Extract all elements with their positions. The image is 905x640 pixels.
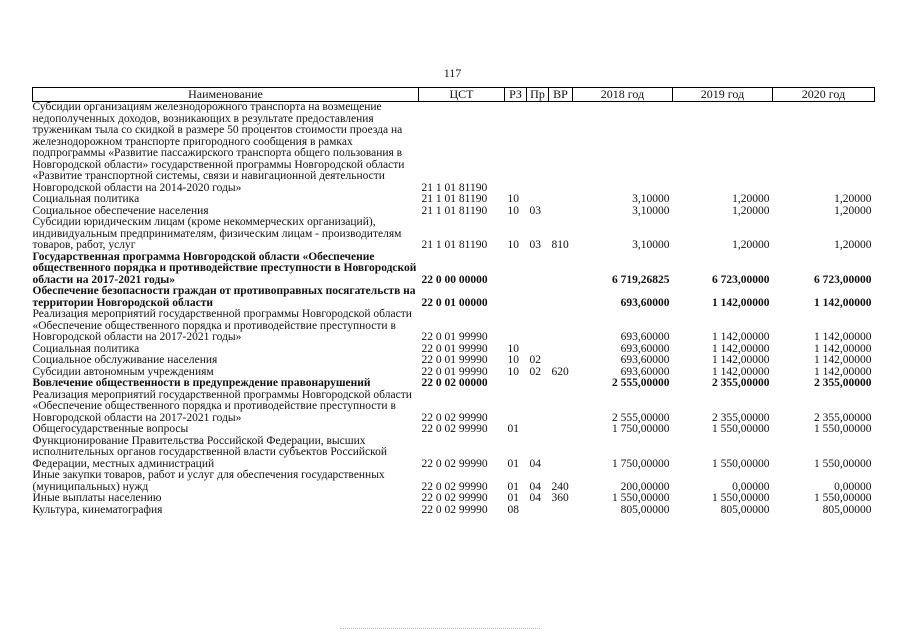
row-value-2020: 1 142,00000	[814, 331, 872, 343]
row-name: Реализация мероприятий государственной программы Новгородской области «Обеспечение общественного порядка и противодействие преступности в Новгородской области на 2017-2021 годы»	[32, 308, 412, 343]
row-name: Социальная политика	[32, 193, 140, 205]
row-value-2018: 3,10000	[632, 204, 670, 217]
table-row	[33, 505, 875, 517]
header-rz: РЗ	[505, 88, 527, 102]
row-value-2019: 1 142,00000	[712, 296, 770, 309]
row-name: Субсидии организациям железнодорожного транспорта на возмещение недополученных доходов, возникающих в результате предоставления труженикам тыла со скидкой в размере 50 процентов стоимости проезда на железнодорожном транспорте пригородного сообщения в рамках подпрограммы «Развитие пассажирского транспорта общего пользования в Новгородской области» государственной программы Новгородской области «Развитие транспортной системы, связи и навигационной деятельности Новгородской области на 2014-2020 годы»	[32, 101, 405, 194]
row-value-2018: 693,60000	[620, 342, 670, 355]
row-value-2019: 2 355,00000	[712, 377, 770, 389]
table-row	[33, 378, 875, 390]
scan-artifact-divider	[340, 628, 540, 632]
row-value-2020: 1 142,00000	[814, 342, 872, 355]
row-vr	[549, 378, 573, 390]
row-name: Государственная программа Новгородской области «Обеспечение общественного порядка и противодействие преступности в Новгородской области на 2017-2021 годы»	[32, 250, 417, 286]
row-value-2020	[773, 102, 875, 195]
row-cst: 22 0 01 99990	[421, 331, 488, 343]
row-value-2019: 1 550,00000	[712, 457, 770, 470]
row-rz: 10	[507, 204, 519, 217]
row-value-2019: 1 550,00000	[712, 423, 770, 435]
header-vr: ВР	[549, 88, 573, 102]
row-value-2019: 1,20000	[732, 193, 770, 205]
row-value-2020: 1 142,00000	[814, 365, 872, 378]
row-vr	[549, 309, 573, 344]
row-value-2018: 1 750,00000	[612, 423, 670, 435]
row-vr	[549, 286, 573, 309]
row-value-2020: 1 142,00000	[814, 354, 872, 366]
table-row	[33, 390, 875, 425]
row-value-2020: 1 142,00000	[814, 296, 872, 309]
row-value-2020: 1,20000	[834, 193, 872, 205]
row-rz: 01	[507, 457, 519, 470]
row-pr: 04	[529, 492, 541, 504]
row-name: Субсидии юридическим лицам (кроме некоммерческих организаций), индивидуальным предпринимателям, физическим лицам - производителям товаров, работ, услуг	[32, 216, 402, 251]
row-cst: 21 1 01 81190	[421, 239, 488, 251]
table-row	[33, 194, 875, 206]
table-row	[33, 436, 875, 471]
row-rz: 01	[507, 480, 519, 493]
row-vr	[549, 252, 573, 287]
row-value-2019: 0,00000	[732, 480, 770, 493]
row-value-2020: 1 550,00000	[814, 423, 872, 435]
header-2019: 2019 год	[673, 88, 773, 102]
row-value-2018: 693,60000	[620, 296, 670, 309]
row-value-2019: 2 355,00000	[712, 411, 770, 424]
row-value-2020: 0,00000	[834, 480, 872, 493]
table-row	[33, 424, 875, 436]
row-pr	[527, 102, 549, 195]
row-value-2020: 1,20000	[834, 204, 872, 217]
row-rz: 01	[507, 423, 519, 435]
table-row	[33, 309, 875, 344]
row-value-2020: 1,20000	[834, 239, 872, 251]
row-value-2019: 1 142,00000	[712, 342, 770, 355]
row-vr	[549, 102, 573, 195]
row-value-2018: 200,00000	[620, 480, 670, 493]
header-2018: 2018 год	[573, 88, 673, 102]
table-row	[33, 355, 875, 367]
budget-table	[32, 87, 875, 516]
row-vr	[549, 355, 573, 367]
row-vr: 360	[551, 492, 569, 504]
row-vr	[549, 206, 573, 218]
row-cst: 22 0 01 00000	[421, 296, 488, 309]
row-cst: 22 0 02 99990	[421, 492, 488, 504]
row-pr: 04	[529, 480, 541, 493]
row-value-2018: 693,60000	[620, 354, 670, 366]
row-value-2018: 693,60000	[620, 365, 670, 378]
row-value-2020: 805,00000	[822, 503, 872, 516]
row-cst: 22 0 01 99990	[421, 365, 488, 378]
row-name: Вовлечение общественности в предупреждение правонарушений	[32, 377, 371, 389]
table-header-row	[33, 88, 875, 102]
row-name: Обеспечение безопасности граждан от противоправных посягательств на территории Новгородской области	[32, 285, 416, 309]
page-number: 117	[443, 66, 462, 80]
row-pr: 03	[529, 204, 541, 217]
row-value-2019: 1 142,00000	[712, 365, 770, 378]
table-row	[33, 286, 875, 309]
row-value-2019: 6 723,00000	[712, 273, 770, 286]
row-cst: 21 1 01 81190	[421, 204, 488, 217]
row-rz: 10	[507, 365, 519, 378]
row-pr: 02	[529, 365, 541, 378]
row-vr: 810	[551, 239, 569, 251]
row-value-2020: 1 550,00000	[814, 492, 872, 504]
row-value-2019	[673, 102, 773, 195]
row-rz: 10	[507, 342, 519, 355]
row-name: Общегосударственные вопросы	[32, 423, 189, 435]
row-cst: 22 0 01 99990	[421, 342, 488, 355]
row-value-2019: 1 142,00000	[712, 331, 770, 343]
row-rz	[505, 286, 527, 309]
row-value-2020: 1 550,00000	[814, 457, 872, 470]
row-rz	[505, 390, 527, 425]
row-pr	[527, 424, 549, 436]
row-value-2019: 1 550,00000	[712, 492, 770, 504]
row-pr	[527, 505, 549, 517]
row-name: Иные выплаты населению	[32, 492, 162, 504]
row-vr	[549, 505, 573, 517]
row-name: Социальное обеспечение населения	[32, 204, 209, 217]
row-value-2018: 805,00000	[620, 503, 670, 516]
row-rz	[505, 378, 527, 390]
row-cst: 22 0 02 99990	[421, 411, 488, 424]
table-body	[33, 102, 875, 517]
row-value-2018: 3,10000	[632, 239, 670, 251]
row-rz	[505, 252, 527, 287]
row-pr	[527, 378, 549, 390]
table-row	[33, 217, 875, 252]
row-vr	[549, 390, 573, 425]
table-row	[33, 493, 875, 505]
table-row	[33, 102, 875, 195]
row-vr	[549, 194, 573, 206]
row-pr: 03	[529, 239, 541, 251]
row-pr	[527, 309, 549, 344]
table-row	[33, 470, 875, 493]
row-rz: 10	[507, 354, 519, 366]
row-vr	[549, 436, 573, 471]
row-value-2019: 1,20000	[732, 239, 770, 251]
header-cst: ЦСТ	[419, 88, 505, 102]
row-name: Функционирование Правительства Российской Федерации, высших исполнительных органов государственной власти субъектов Российской Федерации, местных администраций	[32, 434, 388, 470]
row-name: Субсидии автономным учреждениям	[32, 365, 214, 378]
row-name: Реализация мероприятий государственной программы Новгородской области «Обеспечение общественного порядка и противодействие преступности в Новгородской области на 2017-2021 годы»	[32, 388, 412, 424]
row-value-2019: 1 142,00000	[712, 354, 770, 366]
row-rz	[505, 102, 527, 195]
row-value-2020: 2 355,00000	[814, 411, 872, 424]
row-value-2018: 1 550,00000	[612, 492, 670, 504]
row-rz: 08	[507, 503, 519, 516]
table-row	[33, 252, 875, 287]
row-vr: 620	[551, 365, 569, 378]
row-value-2018: 2 555,00000	[612, 377, 670, 389]
row-cst: 22 0 02 99990	[421, 480, 488, 493]
row-value-2018: 6 719,26825	[612, 273, 670, 286]
row-rz: 10	[507, 239, 519, 251]
row-name: Социальное обслуживание населения	[32, 354, 218, 366]
row-value-2018: 1 750,00000	[612, 457, 670, 470]
row-vr	[549, 344, 573, 356]
row-cst: 22 0 02 99990	[421, 503, 488, 516]
row-value-2018: 693,60000	[620, 331, 670, 343]
header-pr: Пр	[527, 88, 549, 102]
row-cst: 22 0 01 99990	[421, 354, 488, 366]
row-value-2019: 1,20000	[732, 204, 770, 217]
row-value-2018	[573, 102, 673, 195]
row-value-2020: 6 723,00000	[814, 273, 872, 286]
row-value-2019: 805,00000	[720, 503, 770, 516]
row-cst: 21 1 01 81190	[421, 193, 488, 205]
row-cst: 22 0 02 99990	[421, 423, 488, 435]
row-name: Культура, кинематография	[32, 503, 163, 516]
row-cst: 22 0 02 00000	[421, 377, 488, 389]
row-cst: 22 0 00 00000	[421, 273, 488, 286]
row-pr	[527, 390, 549, 425]
row-pr: 04	[529, 457, 541, 470]
row-pr	[527, 286, 549, 309]
row-value-2018: 3,10000	[632, 193, 670, 205]
header-2020: 2020 год	[773, 88, 875, 102]
row-cst: 22 0 02 99990	[421, 457, 488, 470]
row-value-2020: 2 355,00000	[814, 377, 872, 389]
row-vr: 240	[551, 480, 569, 493]
row-rz	[505, 309, 527, 344]
row-rz: 10	[507, 193, 519, 205]
row-value-2018: 2 555,00000	[612, 411, 670, 424]
row-pr: 02	[529, 354, 541, 366]
row-pr	[527, 194, 549, 206]
row-name: Социальная политика	[32, 342, 140, 355]
header-name: Наименование	[33, 88, 419, 102]
row-vr	[549, 424, 573, 436]
row-rz: 01	[507, 492, 519, 504]
row-name: Иные закупки товаров, работ и услуг для обеспечения государственных (муниципальных) нужд	[32, 469, 385, 493]
row-cst: 21 1 01 81190	[421, 181, 488, 194]
row-pr	[527, 252, 549, 287]
